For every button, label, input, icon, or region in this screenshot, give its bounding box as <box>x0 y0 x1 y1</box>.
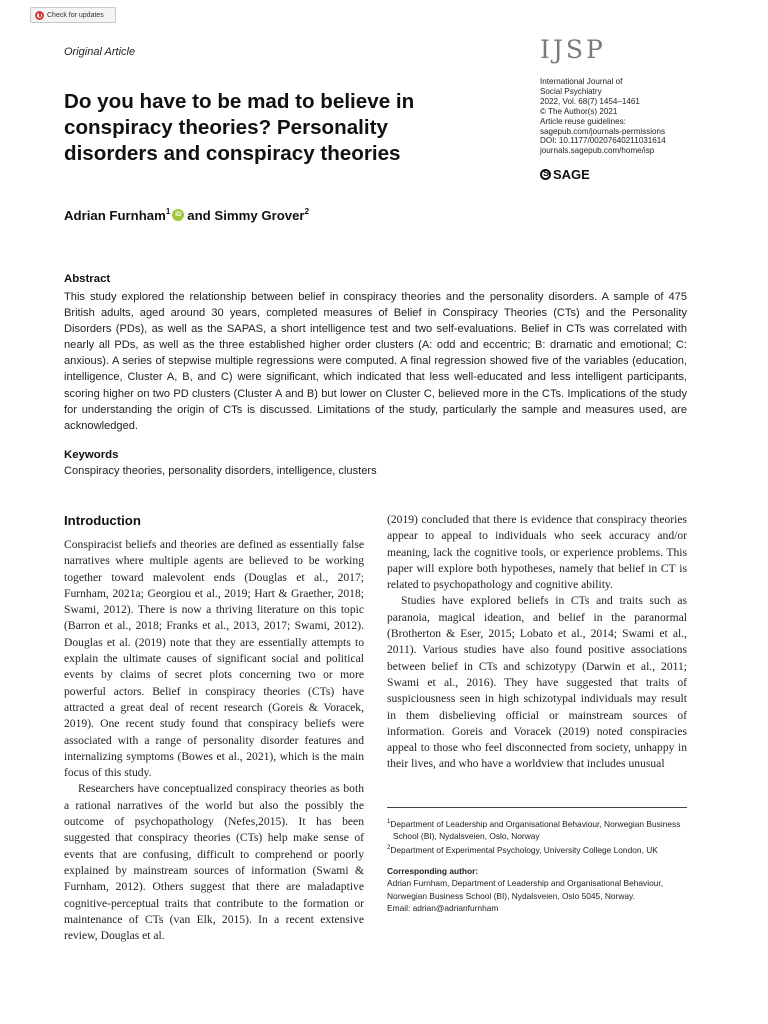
sage-logo-icon <box>540 169 551 180</box>
keywords-text: Conspiracy theories, personality disorders, intelligence, clusters <box>64 465 377 477</box>
journal-logo: IJSP <box>540 35 606 64</box>
author-affiliation-marker: 1 <box>165 207 171 216</box>
body-paragraph: Conspiracist beliefs and theories are defined as essentially false narratives where multiple agents are believed to be working together toward malevolent ends (Douglas et al., 2017; Furnham, 2021a; Georgiou et al., 2019; Hart & Graether, 2018; Swami, 2012). There is now a thriving literature on this topic (Barron et al., 2018; Franks et al., 2013, 2017; Swami, 2012). Douglas et al. (2019) note that they are essentially attempts to explain the ultimate causes of significant social and political events by claims of secret plots concerning two or more powerful actors. Belief in conspiracy theories (CTs) have attracted a great deal of recent research (Goreis & Voracek, 2019). One recent study found that conspiracy beliefs were associated with a range of personality disorder features and internalizing symptoms (Bowes et al., 2021), which is the main focus of this study. <box>64 538 364 780</box>
body-column-left <box>64 537 364 944</box>
orcid-icon[interactable]: iD <box>172 209 184 221</box>
publisher-name: SAGE <box>553 167 590 182</box>
abstract-heading: Abstract <box>64 273 111 285</box>
journal-info-line: Article reuse guidelines: <box>540 116 626 126</box>
affiliation-text: Department of Experimental Psychology, University College London, UK <box>390 845 658 855</box>
journal-info-line: 2022, Vol. 68(7) 1454–1461 <box>540 96 640 106</box>
abstract-text: This study explored the relationship between belief in conspiracy theories and the personality disorders. A sample of 475 British adults, aged around 30 years, completed measures of Belief in Conspiracy Theories (CTs) and the Personality Disorders (PDs), as well as the SAPAS, a short intelligence test and two self-evaluations. Belief in CTs was correlated with nearly all PDs, as well as the three established higher order clusters (A: odd and eccentric; B: dramatic and emotional; C: anxious). A series of stepwise multiple regressions were computed. A final regression showed five of the variables (education, intelligence, Cluster A, B, and C) were significant, which indicated that less well-educated and less intelligent participants, scoring higher on two PD clusters (Cluster A and B) but lower on Cluster C, believed more in the CTs. Implications of the study for understanding the origin of CTs is discussed. Limitations of the study, particularly the sample and measures used, are acknowledged. <box>64 291 687 432</box>
introduction-heading: Introduction <box>64 513 141 528</box>
affiliation-marker: 2 <box>387 845 391 852</box>
corresponding-author-email[interactable]: Email: adrian@adrianfurnham <box>387 902 499 913</box>
check-updates-icon <box>35 11 44 20</box>
sage-logo <box>540 167 590 182</box>
article-title: Do you have to be mad to believe in conspiracy theories? Personality disorders and conspiracy theories <box>64 90 415 165</box>
journal-info-line: © The Author(s) 2021 <box>540 106 618 116</box>
journal-info <box>540 77 715 156</box>
article-type: Original Article <box>64 46 136 58</box>
journal-info-doi[interactable]: DOI: 10.1177/00207640211031614 <box>540 136 666 146</box>
check-for-updates-badge[interactable] <box>30 7 116 23</box>
body-paragraph: (2019) concluded that there is evidence that conspiracy theories appear to appeal to individuals who seek accuracy and/or meaning, lack the cognitive tools, or experience problems. This paper will explore both hypotheses, namely that belief in CT is related to psychopathology and cognitive ability. <box>387 513 687 592</box>
corresponding-author-heading: Corresponding author: <box>387 866 479 877</box>
check-updates-label: Check for updates <box>47 11 104 19</box>
author-name: Adrian Furnham <box>64 208 166 223</box>
body-paragraph: Studies have explored beliefs in CTs and traits such as paranoia, magical ideation, and belief in the paranormal (Brotherton & Eser, 2015; Lobato et al., 2014; Swami et al., 2011). Various studies have also found positive associations between belief in CTs and schizotypy (Darwin et al., 2011; Swami et al., 2016). They have suggested that traits of suspiciousness seen in high schizotypal individuals may result in them disbelieving official or mainstream sources of information. Goreis and Voracek (2019) noted conspiracies appeal to those who feel disconnected from society, unhappy in their lives, and who have a worldview that includes unusual <box>387 594 687 771</box>
author-line <box>64 208 309 223</box>
body-column-right <box>387 512 687 773</box>
affiliation-1 <box>387 816 687 842</box>
footnotes <box>387 816 687 914</box>
journal-info-line: International Journal of <box>540 77 623 86</box>
journal-info-link[interactable]: journals.sagepub.com/home/isp <box>540 146 655 156</box>
journal-info-line: Social Psychiatry <box>540 86 602 96</box>
affiliation-marker: 1 <box>387 819 391 825</box>
affiliation-text: Department of Leadership and Organisational Behaviour, Norwegian Business School (BI), Nydalsveien, Oslo, Norway <box>390 818 681 841</box>
journal-info-link[interactable]: sagepub.com/journals-permissions <box>540 126 666 136</box>
affiliation-2 <box>387 842 687 856</box>
corresponding-author-text: Adrian Furnham, Department of Leadership and Organisational Behaviour, Norwegian Business School (BI), Nydalsveien, Oslo 5045, Norway. <box>387 878 664 901</box>
keywords-heading: Keywords <box>64 449 119 461</box>
author-name: and Simmy Grover <box>187 208 305 223</box>
author-affiliation-marker: 2 <box>304 207 310 216</box>
body-paragraph: Researchers have conceptualized conspiracy theories as both a rational narratives of the world but also the possibly the outcome of psychopathology (Nefes,2015). It has been suggested that conspiracy theories (CTs) help make sense of events that are confusing, difficult to comprehend or poorly explained by mainstream sources of information (Swami & Furnham, 2012). Others suggest that there are maladaptive cognitive-perceptual traits that contribute to the formation or maintenance of CTs (van Elk, 2015). In a recent extensive review, Douglas et al. <box>64 782 364 943</box>
footnote-divider <box>387 807 687 808</box>
